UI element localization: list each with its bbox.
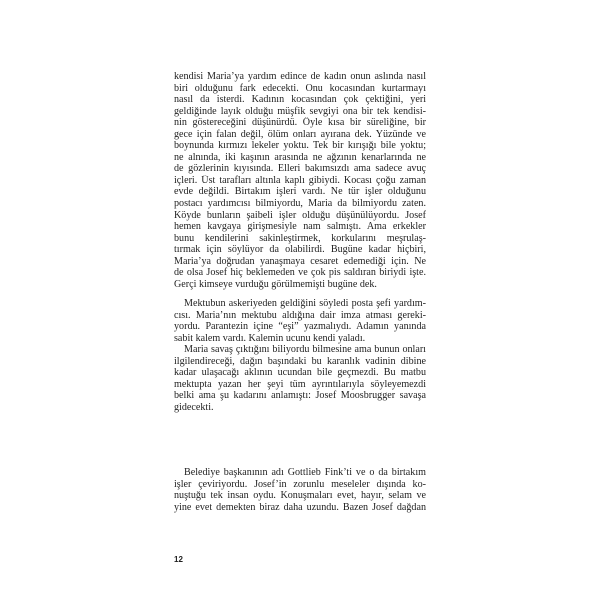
text-line: kadar ulaşacağı aklının ucundan bile geçmezdi. Bu matbu (174, 367, 426, 379)
paragraph-2 (174, 298, 426, 413)
text-line: nasıl da isterdi. Kadının kocasından çok çektiğini, yeri (174, 94, 426, 106)
text-line: Mektubun askeriyeden geldiğini söyledi posta şefi yardım- (184, 298, 426, 309)
text-line: gece için falan değil, ölüm onları ayırana dek. Yüzünde ve (174, 128, 426, 140)
text-line: Köyde bunların şaibeli işler olduğu düşünülüyordu. Josef (174, 209, 426, 221)
text-line: de gözlerinin kıyısında. Elleri bakımsızdı ama sadece avuç (174, 163, 426, 175)
text-line: bunu kendilerini sakinleştirmek, korkularını meşrulaş- (174, 232, 426, 244)
text-line: yine evet demekten biraz daha uzundu. Bazen Josef dağdan (174, 501, 426, 513)
text-line: hemen kavgaya girişmesiyle nam salmıştı. Ama erkekler (174, 221, 426, 233)
text-line: gidecekti. (174, 401, 214, 413)
text-line: sabit kalem vardı. Kalemin ucunu kendi yaladı. (174, 332, 366, 344)
text-line: nin göstereceğini düşünürdü. Öyle kısa bir süreliğine, bir (174, 117, 426, 129)
text-line: cısı. Maria’nın mektubu aldığına dair imza atması gereki- (174, 309, 426, 321)
text-line: evde değildi. Birtakım işleri vardı. Ne tür işler olduğunu (174, 186, 426, 198)
text-line: Maria savaş çıktığını biliyordu bilmesine ama bunun onları (184, 344, 426, 356)
text-line: geldiğinde layık olduğu müşfik sevgiyi ona bir tek kendisi- (174, 105, 426, 117)
text-line: içleri. Üst tarafları altınla kaplı gibiydi. Kocası çoğu zaman (174, 174, 426, 186)
text-line: biri olduğunu fark edecekti. Onu kocasından kurtarmayı (174, 82, 426, 94)
text-line: ilgilendireceği, dağın başındaki bu karanlık vadinin dibine (174, 355, 426, 367)
text-line: ne alnında, iki kaşının arasında ne ağzının kenarlarında ne (174, 151, 426, 163)
paragraph-1 (174, 71, 426, 290)
text-line: işler çeviriyordu. Josef’in zorunlu meseleler dışında ko- (174, 478, 426, 490)
text-line: Gerçi kimseye vurduğu görülmemişti bugüne dek. (174, 278, 377, 290)
text-line: Maria’ya doğrudan yanaşmaya cesaret edemediği için. Ne (174, 255, 426, 267)
text-line: boynunda kırmızı lekeler yoktu. Tek bir kırışığı bile yoktu; (174, 140, 426, 152)
text-line: postacı yardımcısı bilmiyordu, Maria da bilmiyordu zaten. (174, 198, 426, 210)
text-line: tırmak için söylüyor da olabilirdi. Bugüne kadar hiçbiri, (174, 244, 426, 256)
text-line: de olsa Josef hiç beklemeden ve çok pis saldıran biriydi işte. (174, 267, 426, 279)
text-line: nuştuğu tek insan oydu. Konuşmaları evet, hayır, selam ve (174, 490, 426, 502)
page-number: 12 (174, 555, 183, 564)
text-line: yordu. Parantezin içine “eşi” yazmalıydı. Adamın yanında (174, 321, 426, 333)
text-line: belki ama şu kadarını anlamıştı: Josef Moosbrugger savaşa (174, 390, 426, 402)
text-line: kendisi Maria’ya yardım edince de kadın onun aslında nasıl (174, 71, 426, 82)
text-line: mektupta yazan her şeyi tüm ayrıntılarıyla söyleyemezdi (174, 378, 426, 390)
text-line: Belediye başkanının adı Gottlieb Fink’ti ve o da birtakım (184, 467, 426, 478)
paragraph-3 (174, 467, 426, 513)
